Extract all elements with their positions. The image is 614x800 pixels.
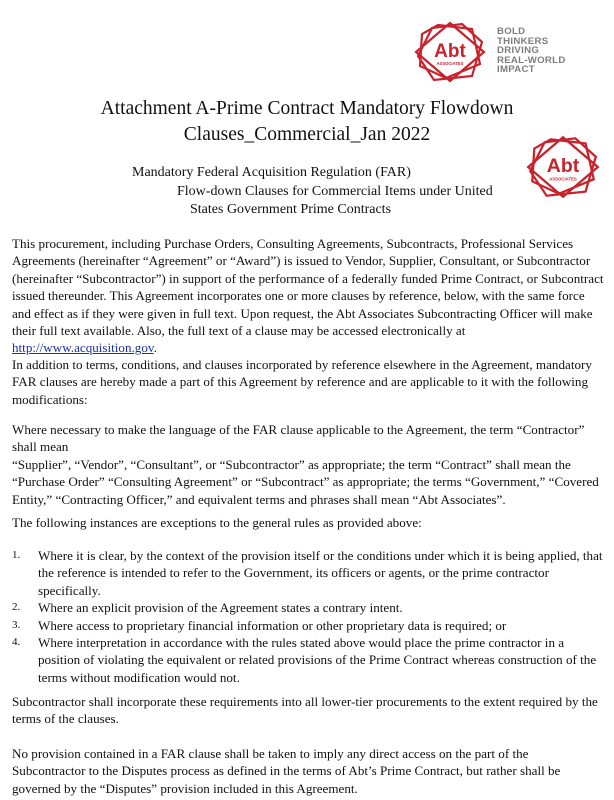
tagline-line: DRIVING xyxy=(497,45,540,57)
exceptions-list xyxy=(12,547,604,686)
side-logo-subtext: ASSOCIATES xyxy=(549,176,577,182)
header-logo-text: Abt xyxy=(434,41,466,62)
list-text: Where interpretation in accordance with the rules stated above would place the prime contractor in a position of violating the equivalent or related provisions of the Prime Contract whereas construction of the terms without modification would not. xyxy=(38,635,597,685)
tagline xyxy=(497,27,607,75)
list-number: 2. xyxy=(12,601,21,614)
side-logo-text: Abt xyxy=(546,155,580,178)
abt-seal-icon xyxy=(410,20,490,84)
intro-paragraph xyxy=(12,235,604,357)
header-logo xyxy=(410,20,490,84)
list-item xyxy=(12,547,604,599)
lower-tier-paragraph: Subcontractor shall incorporate these requirements into all lower-tier procurements to the extent required by the terms of the clauses. xyxy=(12,694,598,727)
tagline-line: THINKERS xyxy=(497,35,549,47)
subtitle-line-1: Mandatory Federal Acquisition Regulation (FAR) xyxy=(132,165,411,180)
disputes-paragraph: No provision contained in a FAR clause shall be taken to imply any direct access on the part of the Subcontractor to the Disputes process as defined in the terms of Abt’s Prime Contract, but rather shall be governed by the “Disputes” provision included in this Agreement. xyxy=(12,746,561,796)
modifications-paragraph: In addition to terms, conditions, and clauses incorporated by reference elsewhere in the Agreement, mandatory FAR clauses are hereby made a part of this Agreement by reference and are applicable to it with the following modifications: xyxy=(12,357,592,407)
tagline-line: IMPACT xyxy=(497,64,535,76)
tagline-line: BOLD xyxy=(497,26,526,37)
header-logo-subtext: ASSOCIATES xyxy=(436,61,464,66)
list-text: Where it is clear, by the context of the provision itself or the conditions under which it is being applied, that the reference is intended to refer to the Government, its officers or agents, or the prime contractor specifically. xyxy=(38,548,603,598)
tagline-line: REAL-WORLD xyxy=(497,54,566,66)
title-line-1: Attachment A-Prime Contract Mandatory Flowdown xyxy=(100,98,514,119)
intro-text: This procurement, including Purchase Orders, Consulting Agreements, Subcontracts, Professional Services Agreements (hereinafter “Agreement” or “Award”) is issued to Vendor, Supplier, Consultant, or Subcontractor (hereinafter “Subcontractor”) in support of the performance of a federally funded Prime Contract, or Subcontract issued thereunder. This Agreement incorporates one or more clauses by reference, below, with the same force and effect as if they were given in full text. Upon request, the Abt Associates Subcontracting Officer will make their full text available. Also, the full text of a clause may be accessed electronically at xyxy=(12,236,604,339)
list-number: 4. xyxy=(12,636,21,649)
terms-line-1: Where necessary to make the language of the FAR clause applicable to the Agreement, the term “Contractor” shall mean xyxy=(12,422,585,455)
list-item xyxy=(12,634,604,686)
list-number: 3. xyxy=(12,618,21,631)
subtitle-line-2: Flow-down Clauses for Commercial Items under United xyxy=(177,184,493,199)
list-item xyxy=(12,617,604,634)
side-logo xyxy=(522,132,604,202)
list-number: 1. xyxy=(12,549,21,561)
abt-seal-icon xyxy=(522,132,604,202)
intro-end: . xyxy=(153,340,157,356)
list-text: Where access to proprietary financial information or other proprietary data is required; or xyxy=(38,617,507,633)
terms-paragraph xyxy=(12,421,604,508)
exceptions-intro: The following instances are exceptions to the general rules as provided above: xyxy=(12,515,422,530)
subtitle-line-3: States Government Prime Contracts xyxy=(190,202,392,217)
list-text: Where an explicit provision of the Agreement states a contrary intent. xyxy=(38,600,403,616)
title-line-2: Clauses_Commercial_Jan 2022 xyxy=(183,124,431,145)
acquisition-gov-link[interactable]: http://www.acquisition.gov xyxy=(12,340,154,356)
list-item xyxy=(12,599,604,616)
terms-line-2: “Supplier”, “Vendor”, “Consultant”, or “Subcontractor” as appropriate; the term “Contract” shall mean the “Purchase Order” “Consulting Agreement” or “Subcontract” as appropriate; the terms “Government,” “Covered Entity,” “Contracting Officer,” and equivalent terms and phrases shall mean “Abt Associates”. xyxy=(12,456,599,507)
